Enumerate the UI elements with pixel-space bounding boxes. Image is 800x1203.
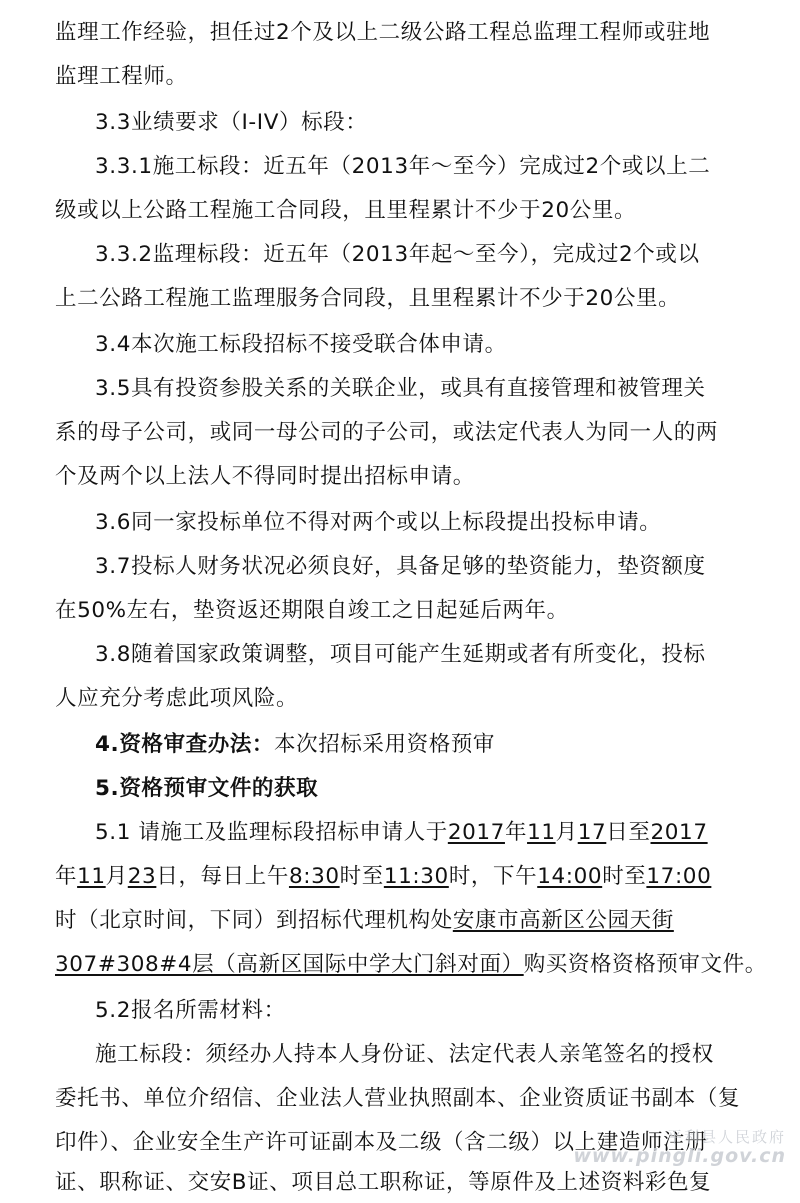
clause-5-1-line-3 bbox=[0, 901, 800, 941]
clause-5-1-line-1 bbox=[0, 813, 800, 853]
start-month: 11 bbox=[527, 820, 556, 845]
day-to-text: 日至 bbox=[606, 820, 651, 845]
section-5-heading: 5.资格预审文件的获取 bbox=[95, 776, 319, 801]
materials-line-4: 证、职称证、交安B证、项目总工职称证，等原件及上述资料彩色复 bbox=[55, 1170, 712, 1195]
morning-end: 11:30 bbox=[383, 864, 449, 889]
clause-3-5-line-3: 个及两个以上法人不得同时提出招标申请。 bbox=[55, 464, 475, 489]
address-part-1: 安康市高新区公园天街 bbox=[452, 908, 674, 933]
location-text: 时（北京时间，下同）到招标代理机构处 bbox=[55, 908, 453, 933]
year-char: 年 bbox=[55, 864, 78, 889]
year-char: 年 bbox=[504, 820, 528, 845]
afternoon-end: 17:00 bbox=[646, 864, 712, 889]
clause-3-3-2-line-1: 3.3.2监理标段：近五年（2013年起～至今），完成过2个或以 bbox=[95, 242, 700, 267]
hours-text: 时，下午 bbox=[448, 864, 538, 889]
clause-3-3: 3.3业绩要求（I-IV）标段： bbox=[95, 110, 368, 135]
end-month: 11 bbox=[77, 864, 106, 889]
materials-line-3: 印件）、企业安全生产许可证副本及二级（含二级）以上建造师注册 bbox=[55, 1130, 708, 1155]
purchase-text: 购买资格资格预审文件。 bbox=[523, 952, 767, 977]
clause-3-7-line-1: 3.7投标人财务状况必须良好，具备足够的垫资能力，垫资额度 bbox=[95, 554, 706, 579]
start-day: 17 bbox=[577, 820, 607, 845]
section-4 bbox=[0, 725, 800, 765]
morning-start: 8:30 bbox=[288, 864, 340, 889]
month-char: 月 bbox=[555, 820, 578, 845]
clause-5-1-text: 5.1 请施工及监理标段招标申请人于 bbox=[95, 820, 448, 845]
hours-text: 时至 bbox=[339, 864, 384, 889]
section-4-heading: 4.资格审查办法： bbox=[95, 732, 275, 757]
clause-5-2: 5.2报名所需材料： bbox=[95, 998, 286, 1023]
end-year: 2017 bbox=[650, 820, 708, 845]
watermark-site-name: 平利县人民政府 bbox=[666, 1127, 786, 1146]
clause-3-8-line-1: 3.8随着国家政策调整，项目可能产生延期或者有所变化，投标 bbox=[95, 642, 706, 667]
clause-3-5-line-2: 系的母子公司，或同一母公司的子公司，或法定代表人为同一人的两 bbox=[55, 420, 719, 445]
clause-3-6: 3.6同一家投标单位不得对两个或以上标段提出投标申请。 bbox=[95, 510, 662, 535]
site-watermark bbox=[573, 1129, 786, 1168]
end-day: 23 bbox=[127, 864, 157, 889]
materials-line-2: 委托书、单位介绍信、企业法人营业执照副本、企业资质证书副本（复 bbox=[55, 1086, 741, 1111]
hours-text: 时至 bbox=[602, 864, 647, 889]
clause-3-3-1-line-1: 3.3.1施工标段：近五年（2013年～至今）完成过2个或以上二 bbox=[95, 154, 711, 179]
clause-3-8-line-2: 人应充分考虑此项风险。 bbox=[55, 686, 299, 711]
clause-3-5-line-1: 3.5具有投资参股关系的关联企业，或具有直接管理和被管理关 bbox=[95, 376, 706, 401]
address-part-2: 307#308#4层（高新区国际中学大门斜对面） bbox=[55, 952, 524, 977]
hours-text: 日，每日上午 bbox=[156, 864, 289, 889]
text-line-2: 监理工程师。 bbox=[55, 64, 188, 89]
clause-5-1-line-2 bbox=[0, 857, 800, 897]
clause-3-7-line-2: 在50%左右，垫资返还期限自竣工之日起延后两年。 bbox=[55, 598, 569, 623]
clause-3-3-1-line-2: 级或以上公路工程施工合同段，且里程累计不少于20公里。 bbox=[55, 198, 637, 223]
clause-3-4: 3.4本次施工标段招标不接受联合体申请。 bbox=[95, 332, 507, 357]
afternoon-start: 14:00 bbox=[537, 864, 603, 889]
clause-5-1-line-4 bbox=[0, 945, 800, 985]
text-line-1: 监理工作经验，担任过2个及以上二级公路工程总监理工程师或驻地 bbox=[55, 20, 711, 45]
watermark-url: www.pingli.gov.cn bbox=[573, 1145, 786, 1168]
month-char: 月 bbox=[105, 864, 128, 889]
materials-line-1: 施工标段：须经办人持本人身份证、法定代表人亲笔签名的授权 bbox=[95, 1042, 714, 1067]
section-4-text: 本次招标采用资格预审 bbox=[274, 732, 496, 757]
start-year: 2017 bbox=[447, 820, 505, 845]
clause-3-3-2-line-2: 上二公路工程施工监理服务合同段，且里程累计不少于20公里。 bbox=[55, 286, 681, 311]
